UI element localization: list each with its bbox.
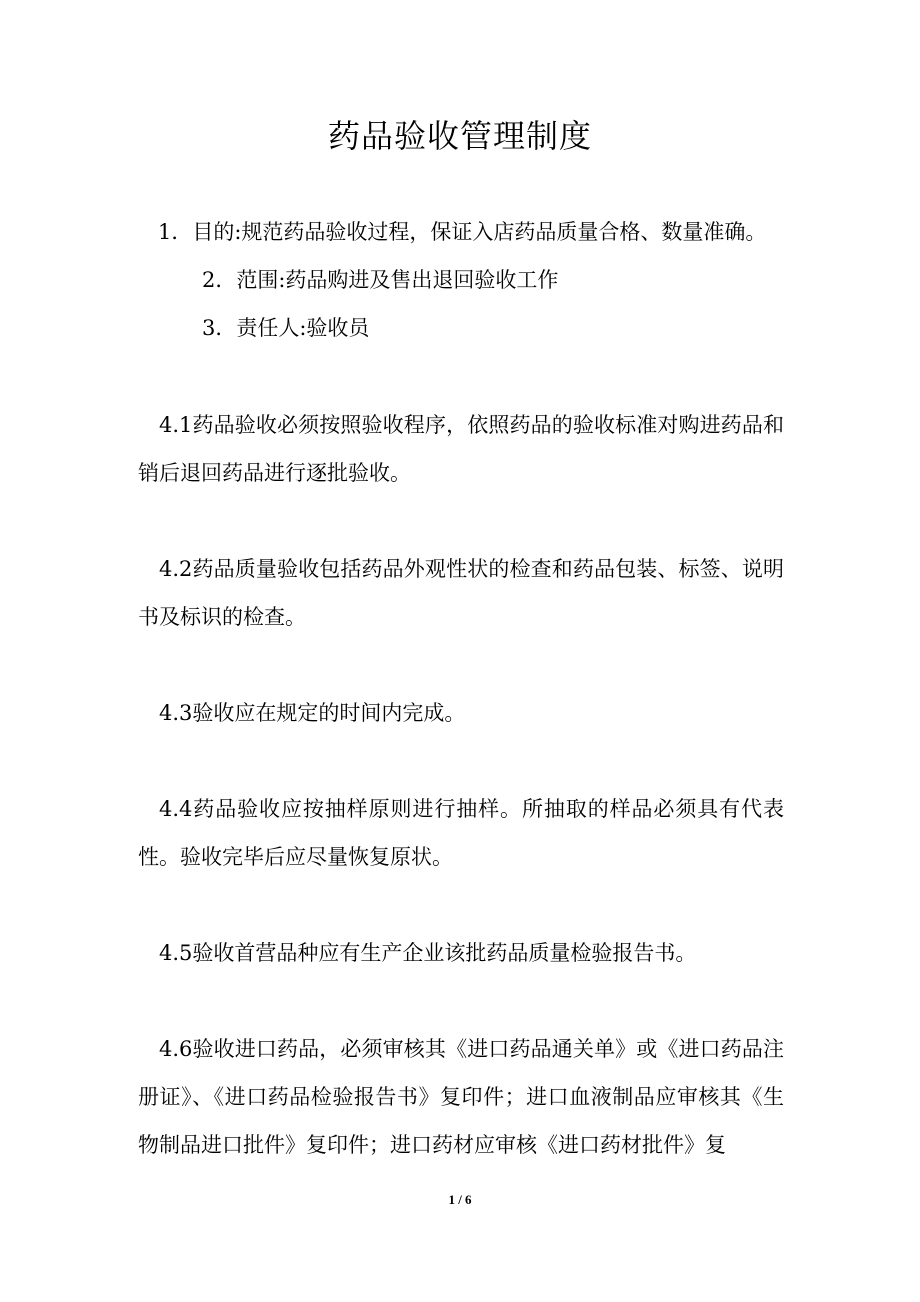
document-title: 药品验收管理制度 (327, 117, 592, 155)
item-scope: 2．范围:药品购进及售出退回验收工作 (202, 268, 559, 292)
clause-4-3: 4.3验收应在规定的时间内完成。 (159, 701, 466, 725)
clause-4-1: 4.1药品验收必须按照验收程序，依照药品的验收标准对购进药品和销后退回药品进行逐批验收。 (138, 413, 784, 485)
clause-4-6: 4.6验收进口药品，必须审核其《进口药品通关单》或《进口药品注册证》、《进口药品检验报告书》复印件；进口血液制品应审核其《生物制品进口批件》复印件；进口药材应审核《进口药材批件》复 (138, 1037, 784, 1157)
page-indicator: 1 / 6 (448, 1192, 472, 1207)
item-purpose: 1．目的:规范药品验收过程，保证入店药品质量合格、数量准确。 (158, 220, 767, 244)
clause-4-4: 4.4药品验收应按抽样原则进行抽样。所抽取的样品必须具有代表性。验收完毕后应尽量恢复原状。 (138, 797, 784, 869)
clause-4-2: 4.2药品质量验收包括药品外观性状的检查和药品包装、标签、说明书及标识的检查。 (138, 557, 784, 629)
item-responsible: 3．责任人:验收员 (202, 316, 370, 340)
clause-4-5: 4.5验收首营品种应有生产企业该批药品质量检验报告书。 (159, 941, 697, 965)
